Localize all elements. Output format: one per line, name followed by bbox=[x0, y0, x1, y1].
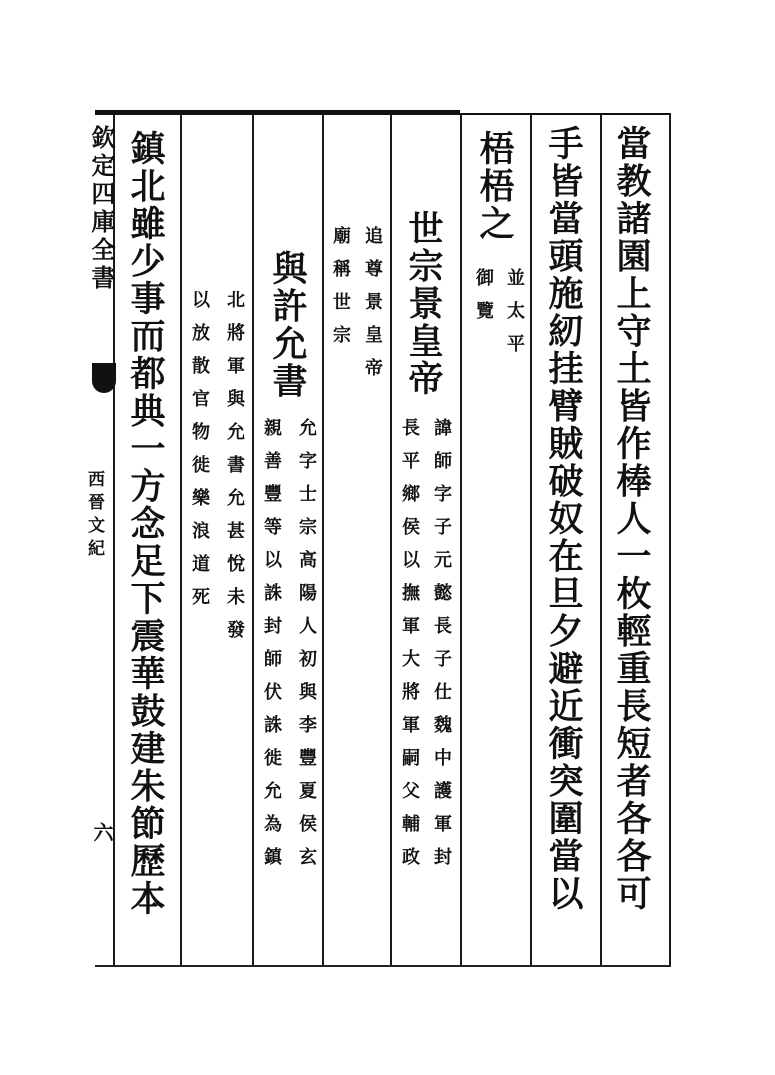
column-rule bbox=[460, 115, 462, 965]
annotation-left: 親善豐等以誅封師伏誅徙允為鎮 bbox=[261, 418, 282, 880]
text-column-1: 當教諸園上守土皆作棒人一枚輕重長短者各各可 bbox=[611, 125, 652, 913]
column-rule bbox=[600, 115, 602, 965]
fish-tail-mark bbox=[92, 363, 116, 393]
annotation-right: 諱師字子元懿長子仕魏中護軍封 bbox=[431, 418, 452, 880]
annotation-left: 廟稱世宗 bbox=[330, 226, 351, 358]
annotation-right: 允字士宗高陽人初與李豐夏侯玄 bbox=[296, 418, 317, 880]
column-rule bbox=[669, 115, 671, 965]
column-rule bbox=[252, 115, 254, 965]
text-column-3: 梧梧之 bbox=[474, 130, 515, 243]
column-rule bbox=[180, 115, 182, 965]
column-rule bbox=[390, 115, 392, 965]
text-column-8: 鎮北雖少事而都典一方念足下震華鼓建朱節歷本 bbox=[125, 130, 166, 918]
annotation-left: 御覽 bbox=[473, 268, 494, 334]
section-title: 西晉文紀 bbox=[84, 470, 104, 562]
page-number: 六 bbox=[90, 822, 114, 842]
heading-emperor: 世宗景皇帝 bbox=[403, 210, 444, 398]
annotation-right: 北將軍與允書允甚悅未發 bbox=[224, 290, 245, 653]
column-rule bbox=[530, 115, 532, 965]
annotation-left: 長平鄉侯以撫軍大將軍嗣父輔政 bbox=[399, 418, 420, 880]
heading-letter: 與許允書 bbox=[267, 250, 308, 400]
book-title: 欽定四庫全書 bbox=[87, 125, 116, 293]
annotation-right: 追尊景皇帝 bbox=[362, 226, 383, 391]
text-column-2: 手皆當頭施紉挂臂賊破奴在旦夕避近衝突圍當以 bbox=[543, 125, 584, 913]
annotation-left: 以放散官物徙樂浪道死 bbox=[189, 290, 210, 620]
column-rule bbox=[322, 115, 324, 965]
annotation-right: 並太平 bbox=[504, 268, 525, 367]
